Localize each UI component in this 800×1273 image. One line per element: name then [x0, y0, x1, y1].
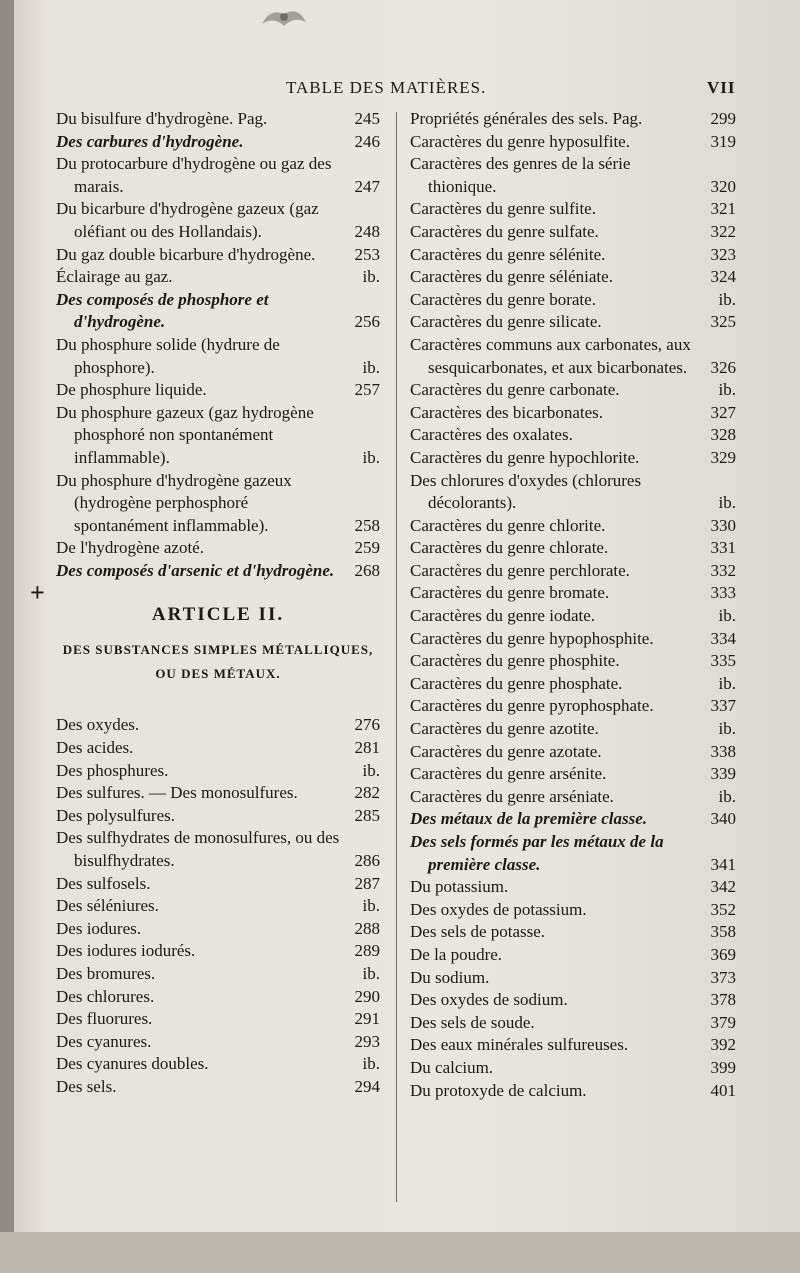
toc-entry	[410, 673, 736, 696]
toc-entry-page: 399	[710, 1057, 736, 1077]
toc-entry-page: 324	[710, 267, 736, 287]
article-subheading-line-2: OU DES MÉTAUX.	[155, 666, 281, 682]
toc-entry-page: ib.	[718, 719, 736, 739]
toc-entry-page: 290	[354, 986, 380, 1006]
toc-entry-page: ib.	[718, 289, 736, 309]
toc-entry	[56, 963, 380, 986]
toc-entry	[410, 650, 736, 673]
left-entries-after	[56, 714, 380, 1098]
toc-entry-page: 401	[710, 1080, 736, 1100]
toc-entry-title: Des sulfosels.	[56, 873, 151, 893]
toc-entry-title: Des iodures.	[56, 918, 141, 938]
toc-entry	[410, 921, 736, 944]
toc-entry-page: ib.	[362, 964, 380, 983]
toc-entry-title: Des fluorures.	[56, 1009, 153, 1029]
toc-entry-title: Caractères du genre azotate.	[410, 741, 602, 761]
toc-entry	[56, 266, 380, 289]
toc-entry	[56, 244, 380, 267]
toc-entry-page: 321	[710, 199, 736, 219]
toc-entry-page: 286	[354, 851, 380, 871]
toc-entry	[410, 198, 736, 221]
toc-entry	[410, 153, 736, 198]
toc-entry-title: Des polysulfures.	[56, 805, 175, 825]
toc-entry-title: Caractères des genres de la série thionique.	[410, 154, 631, 196]
toc-entry-title: Des oxydes de potassium.	[410, 899, 587, 919]
toc-entry-title: Du bisulfure d'hydrogène. Pag.	[56, 109, 268, 128]
toc-entry-title: Propriétés générales des sels. Pag.	[410, 109, 643, 128]
toc-entry	[410, 989, 736, 1012]
left-entries-before	[56, 108, 380, 582]
page-binding-shadow	[0, 0, 14, 1273]
toc-entry-page: 358	[710, 922, 736, 942]
toc-entry-title: Du protoxyde de calcium.	[410, 1080, 587, 1100]
toc-entry-page: 247	[354, 176, 380, 196]
toc-entry	[410, 560, 736, 583]
toc-entry	[56, 402, 380, 470]
toc-entry	[410, 515, 736, 538]
toc-entry-title: Caractères du genre silicate.	[410, 312, 602, 332]
toc-entry-title: Des métaux de la première classe.	[410, 809, 648, 829]
toc-entry	[410, 582, 736, 605]
toc-entry-title: Caractères du genre hyposulfite.	[410, 131, 630, 151]
toc-entry-page: 291	[354, 1009, 380, 1029]
toc-entry	[56, 782, 380, 805]
toc-entry	[410, 334, 736, 379]
toc-entry-page: ib.	[718, 786, 736, 806]
toc-entry-page: 352	[710, 899, 736, 919]
toc-entry-page: 253	[354, 244, 380, 264]
toc-entry-title: Caractères du genre sulfate.	[410, 221, 599, 241]
toc-entry-title: Des sels.	[56, 1076, 117, 1096]
toc-entry-title: Caractères du genre chlorate.	[410, 538, 609, 558]
toc-entry-title: Des cyanures doubles.	[56, 1054, 209, 1074]
toc-entry-title: Caractères du genre carbonate.	[410, 380, 620, 400]
toc-entry	[56, 827, 380, 872]
toc-entry-page: 325	[710, 312, 736, 332]
toc-entry	[410, 628, 736, 651]
toc-entry-title: Caractères communs aux carbonates, aux sesquicarbonates, et aux bicarbonates.	[410, 334, 691, 377]
folio-number: VII	[707, 78, 736, 97]
toc-entry	[56, 805, 380, 828]
toc-entry-page: 319	[710, 131, 736, 151]
toc-entry	[410, 899, 736, 922]
toc-entry-title: Caractères du genre chlorite.	[410, 515, 606, 535]
toc-entry-page: 257	[354, 380, 380, 400]
toc-entry-page: 287	[354, 873, 380, 893]
toc-entry-title: Des composés de phosphore et d'hydrogène.	[56, 289, 269, 332]
toc-entry-title: Des oxydes.	[56, 715, 140, 735]
toc-entry-title: Caractères du genre phosphate.	[410, 673, 623, 693]
toc-entry	[410, 1012, 736, 1035]
toc-entry-title: Caractères du genre borate.	[410, 289, 596, 309]
toc-entry-page: 328	[710, 425, 736, 445]
toc-entry-page: 392	[710, 1035, 736, 1055]
toc-entry-page: ib.	[718, 673, 736, 693]
toc-entry-title: Des oxydes de sodium.	[410, 990, 568, 1010]
toc-entry-page: 288	[354, 918, 380, 938]
toc-entry-page: 294	[354, 1076, 380, 1096]
margin-annotation-cross: +	[30, 578, 45, 607]
toc-entry-page: 332	[710, 560, 736, 580]
toc-entry-page: ib.	[718, 606, 736, 626]
toc-entry-title: Des séléniures.	[56, 896, 159, 916]
toc-entry-title: Des iodures iodurés.	[56, 941, 196, 961]
toc-entry	[410, 1034, 736, 1057]
toc-entry-title: Du phosphure d'hydrogène gazeux (hydrogène perphosphoré spontanément inflammable).	[56, 470, 292, 535]
toc-entry	[56, 714, 380, 737]
toc-entry-title: Caractères des bicarbonates.	[410, 402, 604, 422]
toc-entry-page: 339	[710, 764, 736, 784]
toc-entry-title: Caractères du genre perchlorate.	[410, 560, 630, 580]
toc-entry-title: Du phosphure gazeux (gaz hydrogène phosphoré non spontanément inflammable).	[56, 402, 314, 467]
toc-entry	[56, 537, 380, 560]
toc-entry	[56, 873, 380, 896]
toc-entry-title: Éclairage au gaz.	[56, 267, 173, 287]
toc-entry-page: 326	[710, 357, 736, 377]
toc-entry-title: Des sulfures. — Des monosulfures.	[56, 783, 298, 803]
toc-entry	[410, 876, 736, 899]
toc-entry	[410, 718, 736, 741]
toc-entry	[410, 605, 736, 628]
toc-entry	[410, 402, 736, 425]
page-header	[0, 78, 800, 100]
toc-entry-title: Du bicarbure d'hydrogène gazeux (gaz oléfiant ou des Hollandais).	[56, 199, 319, 241]
toc-entry-page: ib.	[718, 380, 736, 400]
toc-entry	[410, 695, 736, 718]
toc-entry-page: 246	[354, 131, 380, 151]
toc-entry-page: 245	[354, 109, 380, 128]
toc-entry-page: ib.	[362, 1054, 380, 1074]
toc-entry-title: Caractères du genre bromate.	[410, 583, 610, 603]
toc-entry-page: 335	[710, 651, 736, 671]
toc-entry-title: Caractères du genre arsénite.	[410, 764, 607, 784]
toc-entry-title: De la poudre.	[410, 944, 503, 964]
toc-entry	[410, 470, 736, 515]
toc-entry-page: 378	[710, 990, 736, 1010]
toc-entry	[410, 266, 736, 289]
toc-entry-title: Des carbures d'hydrogène.	[56, 131, 244, 151]
toc-entry-title: Des bromures.	[56, 964, 156, 983]
toc-entry-page: 369	[710, 944, 736, 964]
toc-entry-page: ib.	[362, 760, 380, 780]
toc-entry-page: 342	[710, 877, 736, 897]
toc-entry-title: Des chlorures.	[56, 986, 155, 1006]
toc-entry	[56, 108, 380, 131]
toc-entry	[56, 1076, 380, 1099]
toc-entry	[56, 895, 380, 918]
page-bottom-margin	[0, 1232, 800, 1273]
toc-entry	[56, 760, 380, 783]
toc-entry-title: Des eaux minérales sulfureuses.	[410, 1035, 629, 1055]
toc-entry-page: 268	[354, 560, 380, 580]
toc-entry-page: 299	[710, 109, 736, 128]
toc-entry-title: Des phosphures.	[56, 760, 169, 780]
toc-entry	[56, 289, 380, 334]
toc-entry-page: 320	[710, 176, 736, 196]
toc-entry-page: 285	[354, 805, 380, 825]
toc-entry-page: 282	[354, 783, 380, 803]
toc-entry	[56, 560, 380, 583]
toc-entry-page: 322	[710, 221, 736, 241]
toc-entry-title: Des cyanures.	[56, 1031, 152, 1051]
page-title: TABLE DES MATIÈRES.	[286, 78, 487, 97]
toc-entry	[410, 537, 736, 560]
toc-entry	[56, 986, 380, 1009]
toc-entry	[410, 311, 736, 334]
toc-entry-title: Du gaz double bicarbure d'hydrogène.	[56, 244, 316, 264]
toc-entry-title: Caractères du genre pyrophosphate.	[410, 696, 654, 716]
toc-entry	[410, 424, 736, 447]
toc-entry-page: 323	[710, 244, 736, 264]
article-heading: ARTICLE II.	[151, 604, 285, 626]
toc-entry	[410, 108, 736, 131]
toc-entry-page: 258	[354, 515, 380, 535]
toc-entry-title: Caractères du genre phosphite.	[410, 651, 620, 671]
toc-entry-page: 281	[354, 738, 380, 758]
toc-entry-title: Des sels formés par les métaux de la première classe.	[410, 832, 664, 874]
toc-entry-page: 334	[710, 628, 736, 648]
toc-entry	[56, 131, 380, 154]
toc-entry	[56, 1008, 380, 1031]
toc-entry	[56, 1031, 380, 1054]
toc-entry-page: 289	[354, 941, 380, 961]
toc-entry	[56, 379, 380, 402]
toc-entry	[410, 786, 736, 809]
toc-entry-page: 337	[710, 696, 736, 716]
toc-entry-page: 331	[710, 538, 736, 558]
toc-entry-title: Caractères du genre arséniate.	[410, 786, 614, 806]
toc-entry	[56, 940, 380, 963]
toc-entry	[56, 153, 380, 198]
toc-entry-page: 293	[354, 1031, 380, 1051]
toc-entry-page: 379	[710, 1012, 736, 1032]
toc-entry	[410, 763, 736, 786]
left-column	[56, 108, 380, 1099]
toc-entry-title: Caractères du genre hypochlorite.	[410, 447, 640, 467]
toc-entry	[410, 1057, 736, 1080]
toc-entry-page: 329	[710, 447, 736, 467]
toc-entry	[410, 808, 736, 831]
toc-entry-title: Caractères des oxalates.	[410, 425, 573, 445]
toc-entry	[410, 1080, 736, 1103]
toc-entry	[410, 967, 736, 990]
toc-entry	[410, 831, 736, 876]
toc-entry-page: ib.	[362, 896, 380, 916]
toc-entry-page: 338	[710, 741, 736, 761]
column-divider	[396, 112, 397, 1202]
toc-entry-page: 248	[354, 221, 380, 241]
toc-entry	[410, 944, 736, 967]
toc-entry-page: ib.	[362, 357, 380, 377]
toc-entry	[410, 289, 736, 312]
toc-entry-page: 276	[354, 715, 380, 735]
toc-entry-title: Des sels de potasse.	[410, 922, 546, 942]
toc-entry-title: Du potassium.	[410, 877, 509, 897]
toc-entry-page: ib.	[718, 493, 736, 513]
article-subheading-line-1: DES SUBSTANCES SIMPLES MÉTALLIQUES,	[62, 642, 374, 658]
toc-entry	[410, 131, 736, 154]
toc-entry-title: Caractères du genre séléniate.	[410, 267, 613, 287]
toc-entry	[56, 470, 380, 538]
toc-entry-title: Des acides.	[56, 738, 134, 758]
toc-entry	[410, 221, 736, 244]
toc-entry-page: 259	[354, 538, 380, 558]
toc-entry-page: 327	[710, 402, 736, 422]
toc-entry-title: Caractères du genre iodate.	[410, 606, 596, 626]
toc-entry-page: 341	[710, 854, 736, 874]
toc-entry-page: 256	[354, 312, 380, 332]
toc-entry	[410, 244, 736, 267]
toc-entry	[56, 737, 380, 760]
toc-entry-title: Caractères du genre azotite.	[410, 719, 599, 739]
toc-entry	[56, 334, 380, 379]
right-entries	[410, 108, 736, 1102]
toc-entry-title: Des chlorures d'oxydes (chlorures décolorants).	[410, 470, 642, 513]
ornament-icon	[258, 4, 310, 30]
toc-entry-page: 330	[710, 515, 736, 535]
toc-entry-title: Caractères du genre sulfite.	[410, 199, 596, 219]
toc-entry	[410, 379, 736, 402]
toc-entry-title: Caractères du genre hypophosphite.	[410, 628, 654, 648]
toc-entry-title: Du calcium.	[410, 1057, 494, 1077]
toc-entry-title: De l'hydrogène azoté.	[56, 538, 204, 558]
toc-entry-title: Du sodium.	[410, 967, 490, 987]
toc-entry	[410, 447, 736, 470]
toc-entry	[410, 741, 736, 764]
toc-entry	[56, 1053, 380, 1076]
toc-entry-page: ib.	[362, 447, 380, 467]
toc-entry-page: 340	[710, 809, 736, 829]
toc-entry-page: 333	[710, 583, 736, 603]
toc-entry	[56, 918, 380, 941]
toc-entry-title: Du phosphure solide (hydrure de phosphore).	[56, 334, 280, 377]
right-column	[410, 108, 736, 1102]
toc-entry-title: Des sulfhydrates de monosulfures, ou des bisulfhydrates.	[56, 828, 340, 871]
toc-entry-title: Caractères du genre sélénite.	[410, 244, 606, 264]
toc-entry-title: Du protocarbure d'hydrogène ou gaz des marais.	[56, 154, 332, 196]
toc-entry	[56, 198, 380, 243]
toc-entry-title: De phosphure liquide.	[56, 380, 207, 400]
toc-entry-title: Des composés d'arsenic et d'hydrogène.	[56, 560, 335, 580]
toc-entry-page: ib.	[362, 267, 380, 287]
toc-entry-page: 373	[710, 967, 736, 987]
toc-entry-title: Des sels de soude.	[410, 1012, 535, 1032]
